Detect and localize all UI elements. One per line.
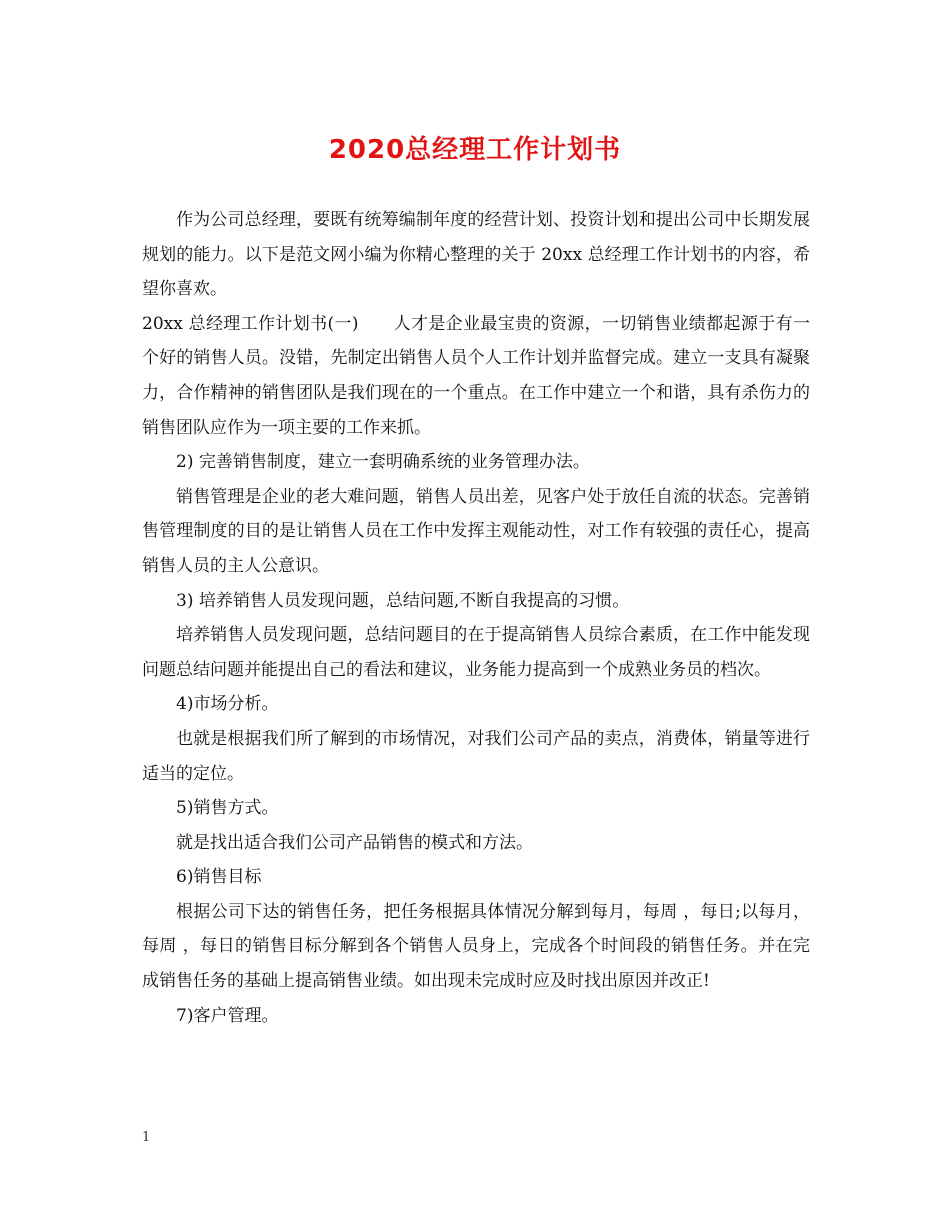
paragraph-sales-system: 销售管理是企业的老大难问题，销售人员出差，见客户处于放任自流的状态。完善销售管理制度的目的是让销售人员在工作中发挥主观能动性，对工作有较强的责任心，提高销售人员的主人公意识。 [142, 486, 810, 576]
paragraph-problem-habit: 培养销售人员发现问题，总结问题目的在于提高销售人员综合素质，在工作中能发现问题总结问题并能提出自己的看法和建议，业务能力提高到一个成熟业务员的档次。 [142, 625, 810, 680]
paragraph-plan-one: 20xx 总经理工作计划书(一) 人才是企业最宝贵的资源，一切销售业绩都起源于有一个好的销售人员。没错，先制定出销售人员个人工作计划并监督完成。建立一支具有凝聚力，合作精神的销售团队是我们现在的一个重点。在工作中建立一个和谐，具有杀伤力的销售团队应作为一项主要的工作来抓。 [142, 313, 810, 438]
heading-customer-management: 7)客户管理。 [176, 1005, 279, 1026]
heading-sales-target: 6)销售目标 [176, 867, 262, 888]
page-number: 1 [142, 1130, 151, 1145]
document-body [142, 203, 810, 1033]
paragraph-intro: 作为公司总经理，要既有统筹编制年度的经营计划、投资计划和提出公司中长期发展规划的能力。以下是范文网小编为你精心整理的关于 20xx 总经理工作计划书的内容，希望你喜欢。 [142, 210, 810, 300]
heading-sales-system: 2) 完善销售制度，建立一套明确系统的业务管理办法。 [176, 452, 590, 473]
heading-sales-method: 5)销售方式。 [176, 798, 279, 819]
heading-market-analysis: 4)市场分析。 [176, 694, 279, 715]
paragraph-sales-target: 根据公司下达的销售任务，把任务根据具体情况分解到每月，每周 ，每日;以每月，每周 ，每日的销售目标分解到各个销售人员身上，完成各个时间段的销售任务。并在完成销售任务的基础上提高销售业绩。如出现未完成时应及时找出原因并改正! [142, 901, 810, 992]
document-title: 2020总经理工作计划书 [328, 135, 622, 165]
paragraph-market-analysis: 也就是根据我们所了解到的市场情况，对我们公司产品的卖点，消费体，销量等进行适当的定位。 [142, 728, 810, 784]
heading-problem-habit: 3) 培养销售人员发现问题，总结问题,不断自我提高的习惯。 [176, 590, 630, 611]
paragraph-sales-method: 就是找出适合我们公司产品销售的模式和方法。 [176, 832, 533, 853]
